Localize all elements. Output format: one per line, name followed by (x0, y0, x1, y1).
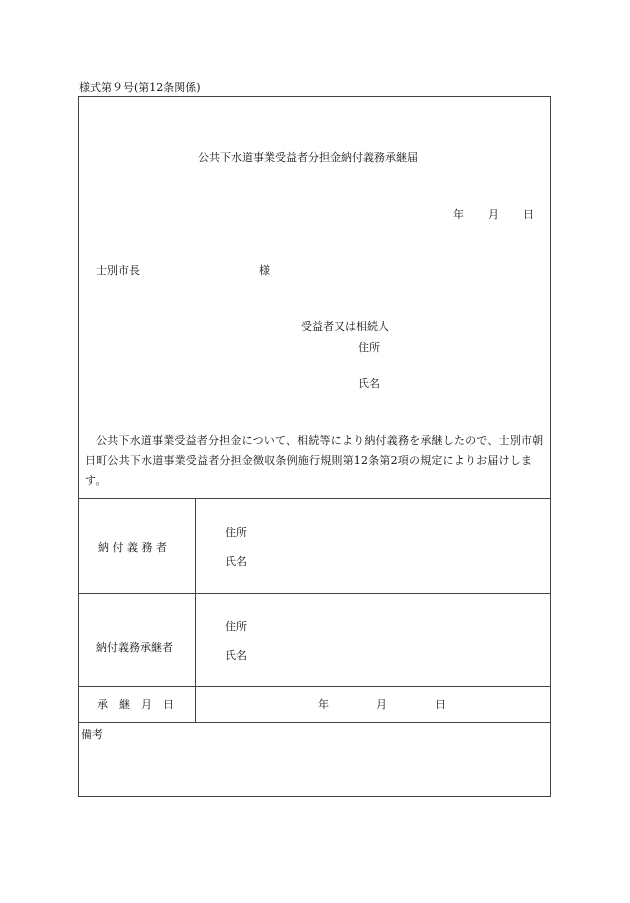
addressee-name: 士別市長 (96, 264, 140, 277)
applicant-role: 受益者又は相続人 (301, 320, 389, 333)
succession-year-label: 年 (318, 698, 329, 711)
obligor-name-label: 氏名 (225, 555, 247, 568)
successor-name-label: 氏名 (225, 649, 247, 662)
successor-label: 納付義務承継者 (96, 641, 173, 654)
form-number: 様式第９号(第12条関係) (79, 81, 201, 94)
successor-address-label: 住所 (225, 620, 247, 633)
succession-day-label: 日 (435, 698, 446, 711)
form-title: 公共下水道事業受益者分担金納付義務承継届 (198, 151, 418, 164)
row-divider-2 (78, 686, 551, 687)
obligor-address-label: 住所 (225, 526, 247, 539)
date-day-label: 日 (523, 208, 534, 221)
addressee-honorific: 様 (259, 264, 270, 277)
table-top-divider (78, 498, 551, 499)
date-year-label: 年 (453, 208, 464, 221)
succession-date-label: 承 継 月 日 (97, 698, 174, 711)
applicant-address-label: 住所 (358, 341, 380, 354)
succession-month-label: 月 (376, 698, 387, 711)
row-divider-1 (78, 593, 551, 594)
remarks-label: 備考 (81, 728, 103, 741)
applicant-name-label: 氏名 (358, 377, 380, 390)
date-month-label: 月 (488, 208, 499, 221)
declaration-text: 公共下水道事業受益者分担金について、相続等により納付義務を承継したので、士別市朝日町公共下水道事業受益者分担金徴収条例施行規則第12条第2項の規定によりお届けします。 (85, 434, 544, 487)
obligor-label: 納 付 義 務 者 (98, 541, 167, 554)
label-column-divider (195, 498, 196, 722)
row-divider-3 (78, 722, 551, 723)
